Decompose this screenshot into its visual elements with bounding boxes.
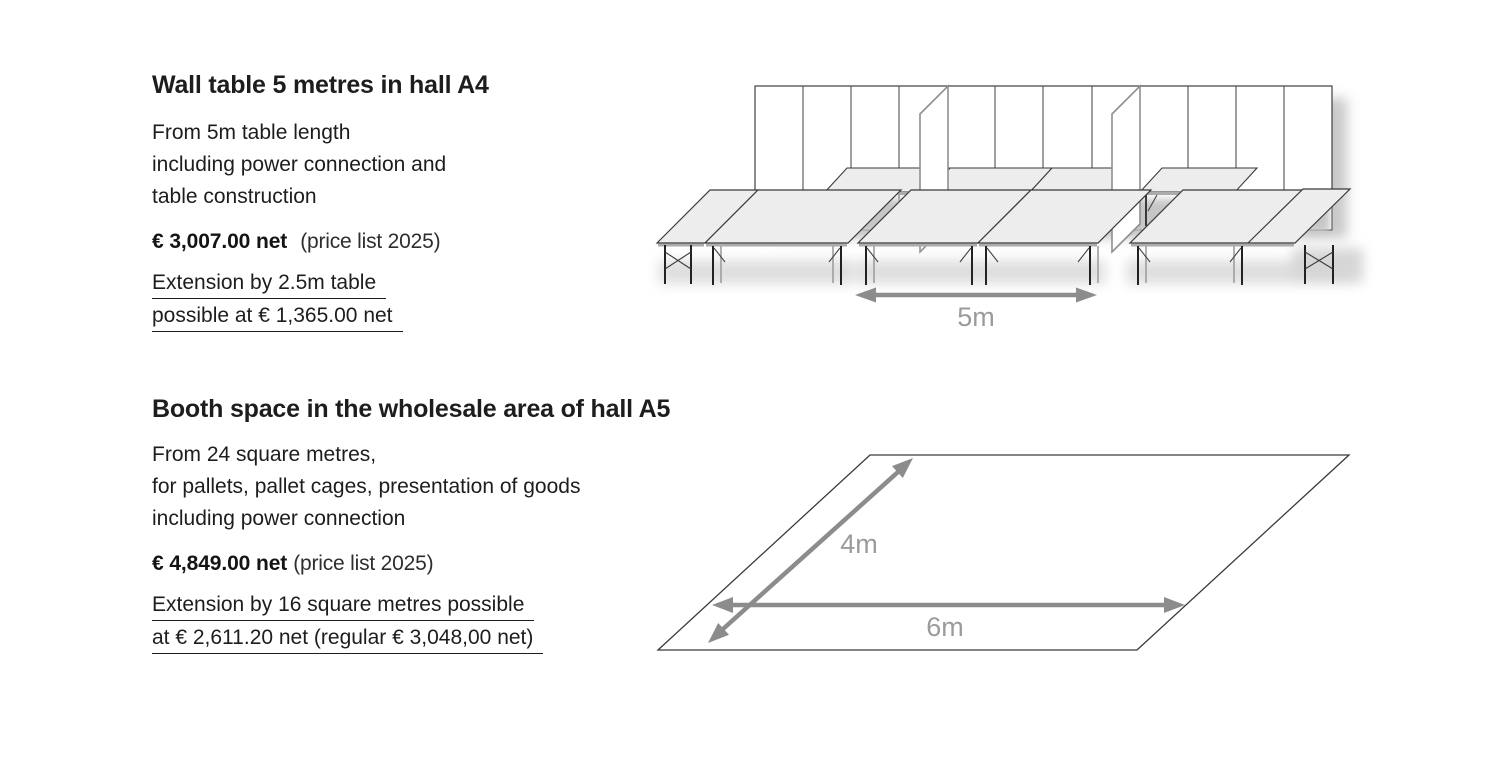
wall-table-extension-note bbox=[152, 271, 403, 337]
divider-panel bbox=[1112, 86, 1140, 252]
price-value: € 3,007.00 net bbox=[152, 230, 288, 253]
booth-space-price-row bbox=[152, 548, 433, 580]
wall-table-description bbox=[152, 117, 446, 213]
section-title-booth-space: Booth space in the wholesale area of hall A5 bbox=[152, 395, 671, 423]
price-value: € 4,849.00 net bbox=[152, 552, 288, 575]
arrowhead-left bbox=[855, 288, 876, 303]
booth-space-extension-note bbox=[152, 593, 543, 659]
price-note: (price list 2025) bbox=[293, 552, 434, 575]
booth-space-illustration bbox=[645, 440, 1365, 670]
wall-table-illustration bbox=[645, 62, 1385, 334]
description-line: for pallets, pallet cages, presentation of goods bbox=[152, 475, 581, 498]
extension-line: possible at € 1,365.00 net bbox=[152, 304, 403, 332]
price-note: (price list 2025) bbox=[300, 230, 441, 253]
dimension-label-4m: 4m bbox=[840, 529, 878, 559]
description-line: From 24 square metres, bbox=[152, 443, 377, 466]
description-line: including power connection and bbox=[152, 153, 447, 176]
wall-table-price-row bbox=[152, 226, 440, 258]
booth-outline bbox=[658, 455, 1349, 650]
dimension-label-6m: 6m bbox=[926, 612, 964, 642]
extension-line: Extension by 16 square metres possible bbox=[152, 593, 534, 621]
dimension-arrow-5m bbox=[855, 288, 1097, 333]
section-title-wall-table: Wall table 5 metres in hall A4 bbox=[152, 71, 489, 99]
extension-line: Extension by 2.5m table bbox=[152, 271, 386, 299]
description-line: table construction bbox=[152, 185, 317, 208]
description-line: including power connection bbox=[152, 507, 406, 530]
dimension-label-5m: 5m bbox=[957, 302, 995, 332]
booth-space-description bbox=[152, 439, 580, 535]
extension-line: at € 2,611.20 net (regular € 3,048,00 net) bbox=[152, 626, 543, 654]
floor-shadows bbox=[659, 248, 1363, 284]
description-line: From 5m table length bbox=[152, 121, 351, 144]
arrowhead-right bbox=[1076, 288, 1097, 303]
